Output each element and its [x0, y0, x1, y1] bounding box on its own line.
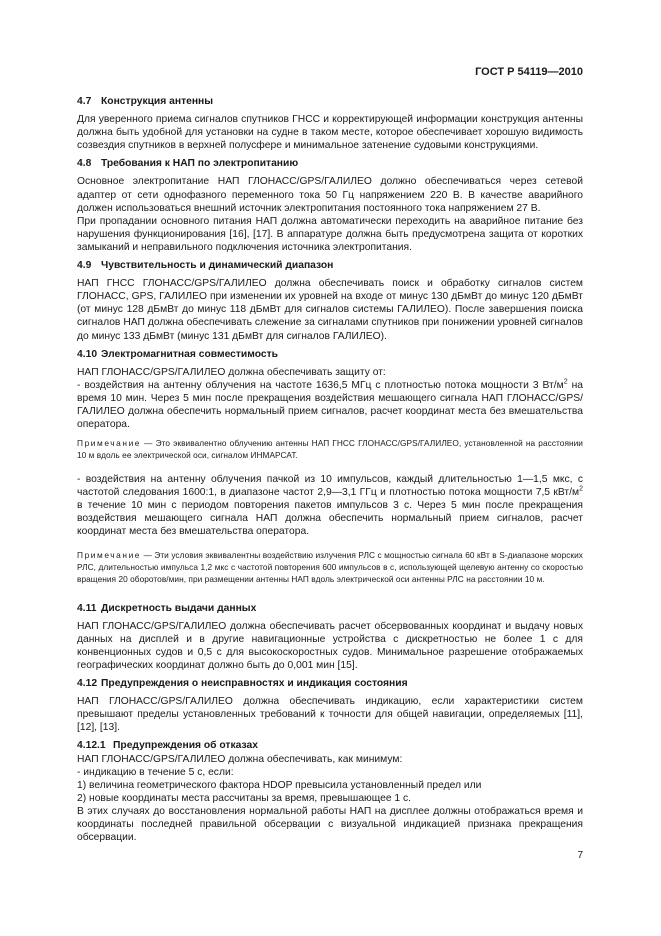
section-4-11-paragraph: НАП ГЛОНАСС/GPS/ГАЛИЛЕО должна обеспечивать расчет обсервованных координат и выдачу новых данных на дисплей и в другие навигационные устройства с дискретностью не более 1 с для конвенционных судов и 0,5 с для высокоскоростных судов. Минимальное разрешение отображаемых географических координат должно быть до 0,001 мин [15]. [77, 620, 583, 672]
section-4-8-paragraph-1: Основное электропитание НАП ГЛОНАСС/GPS/ГАЛИЛЕО должно обеспечиваться через сетевой адаптер от сети однофазного переменного тока 50 Гц напряжением 220 В. В качестве аварийного должен использоваться внешний источник электропитания постоянного тока напряжением 27 В. [77, 176, 583, 214]
section-4-10-heading: 4.10 Электромагнитная совместимость [77, 348, 278, 360]
section-4-10-paragraph-1: НАП ГЛОНАСС/GPS/ГАЛИЛЕО должна обеспечивать защиту от: [77, 366, 386, 378]
section-4-7-paragraph: Для уверенного приема сигналов спутников ГНСС и корректирующей информации конструкция антенны должна быть удобной для установки на судне в таком месте, которое обеспечивает хорошую видимость созвездия спутников в верхней полусфере и минимальное затенение судовыми конструкциями. [77, 114, 583, 152]
section-4-10-paragraph-3: - воздействия на антенну облучения пачкой из 10 импульсов, каждый длительностью 1—1,5 мкс, с частотой следования 1600:1, в диапазоне частот 2,9—3,1 ГГц и плотностью потока мощности 7,5 кВт/$м^2$ в течение 10 мин с периодом повторения пакетов импульсов 3 с. Через 5 мин после прекращения воздействия мешающего сигнала НАП должна обеспечить нормальный прием сигналов, расчет координат места без вмешательства оператора. [77, 473, 583, 537]
section-4-12-1-paragraph-1: НАП ГЛОНАСС/GPS/ГАЛИЛЕО должна обеспечивать, как минимум: [77, 753, 403, 765]
section-4-8-paragraph-2: При пропадании основного питания НАП должна автоматически переходить на аварийное питание без нарушения функционирования [16], [17]. В аппаратуре должна быть предусмотрена защита от коротких замыканий и неправильного подключения источника электропитания. [77, 215, 583, 253]
section-4-10-paragraph-2: - воздействия на антенну облучения на частоте 1636,5 МГц с плотностью потока мощности 3 $Вт/м^2$ на время 10 мин. Через 5 мин после прекращения воздействия мешающего сигнала НАП ГЛОНАСС/GPS/ГАЛИЛЕО должна обеспечить нормальный прием сигналов, расчет координат места без вмешательства оператора. [77, 378, 583, 431]
section-4-11-heading: 4.11 Дискретность выдачи данных [77, 602, 257, 614]
section-4-9-heading: 4.9 Чувствительность и динамический диапазон [77, 260, 334, 272]
page-number: 7 [577, 850, 583, 861]
document-body [77, 95, 583, 844]
section-4-12-paragraph: НАП ГЛОНАСС/GPS/ГАЛИЛЕО должна обеспечивать индикацию, если характеристики систем превышают пределы установленных требований к точности для общей навигации, определяемых [11], [12], [13]. [77, 696, 583, 734]
section-4-12-heading: 4.12 Предупреждения о неисправностях и индикация состояния [77, 678, 408, 690]
section-4-9-paragraph: НАП ГНСС ГЛОНАСС/GPS/ГАЛИЛЕО должна обеспечивать поиск и обработку сигналов систем ГЛОНАСС, GPS, ГАЛИЛЕО при изменении их уровней на входе от минус 130 дБмВт до минус 120 дБмВт (от минус 128 дБмВт до минус 118 дБмВт для сигналов системы ГАЛИЛЕО). После завершения поиска сигналов НАП должна обеспечивать слежение за сигналами спутников при понижении уровней сигналов до минус 133 дБмВт (минус 131 дБмВт для сигналов ГАЛИЛЕО). [77, 278, 583, 342]
section-4-12-1-paragraph-3: В этих случаях до восстановления нормальной работы НАП на дисплее должны отображаться время и координаты последней правильной обсервации с визуальной индикацией признака прекращения обсервации. [77, 805, 583, 844]
note-1: Примечание — Это эквивалентно облучению антенны НАП ГНСС ГЛОНАСС/GPS/ГАЛИЛЕО, установленной на расстоянии 10 м вдоль ее электрической оси, сигналом ИНМАРСАТ. [77, 438, 583, 461]
section-4-7-heading: 4.7 Конструкция антенны [77, 96, 214, 107]
section-4-12-1-list-item-2: 2) новые координаты места рассчитаны за время, превышающее 1 с. [77, 792, 412, 804]
note-2: Примечание — Эти условия эквивалентны воздействию излучения РЛС с мощностью сигнала 60 кВт в S-диапазоне морских РЛС, длительностью импульса 1,2 мкс с частотой повторения 600 импульсов в с, использующей щелевую антенну со скоростью вращения 20 оборотов/мин, при размещении антенны НАП вдоль электрической оси антенны РЛС на расстоянии 10 м. [77, 550, 583, 585]
section-4-8-heading: 4.8 Требования к НАП по электропитанию [77, 158, 299, 170]
section-4-12-1-list-item-1: 1) величина геометрического фактора HDOP превысила установленный предел или [77, 779, 482, 791]
section-4-12-1-heading: 4.12.1 Предупреждения об отказах [77, 740, 258, 752]
section-4-12-1-paragraph-2: - индикацию в течение 5 с, если: [77, 766, 234, 778]
document-header: ГОСТ Р 54119—2010 [475, 66, 583, 78]
